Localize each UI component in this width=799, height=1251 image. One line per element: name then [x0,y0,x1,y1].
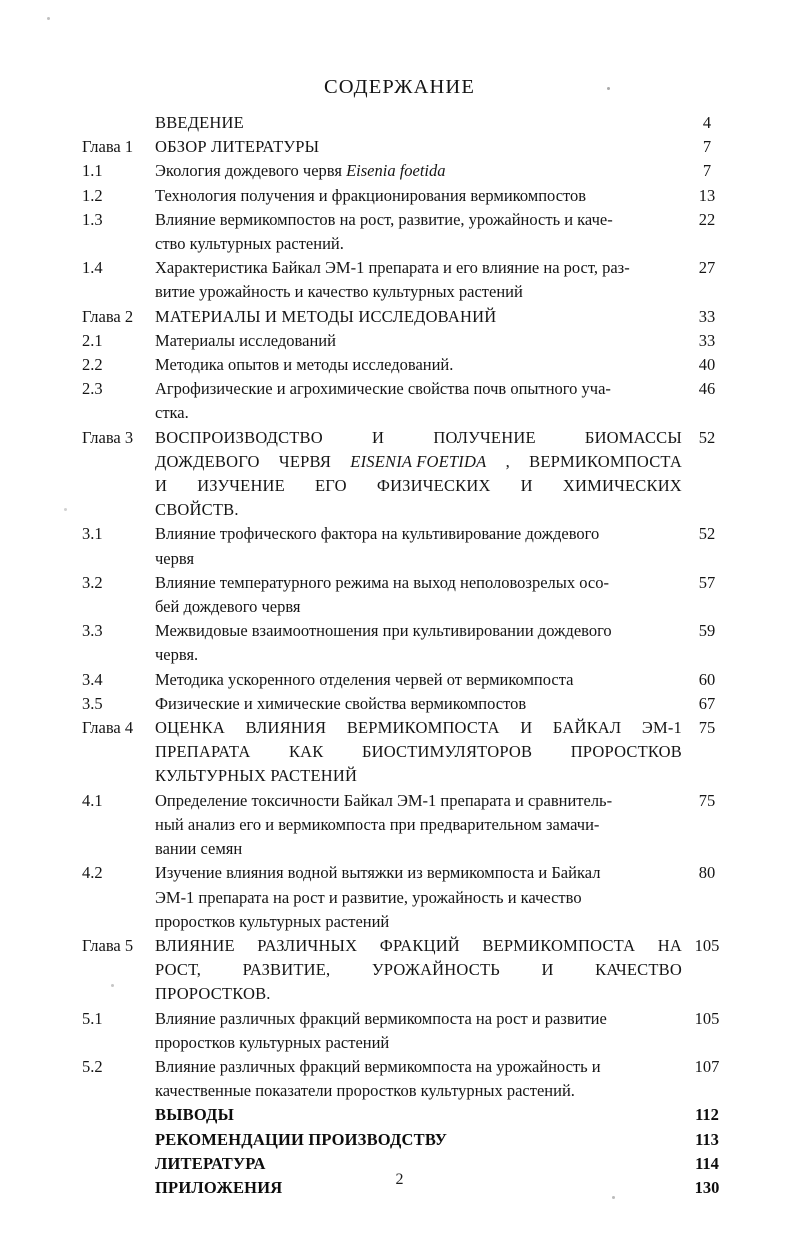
toc-entry-page-number: 67 [698,693,716,713]
toc-entry-title [155,571,682,619]
toc-entry-page-number: 7 [702,161,712,181]
toc-line-word: УРОЖАЙНОСТЬ [371,960,500,980]
page-title: СОДЕРЖАНИЕ [324,76,475,98]
toc-entry-line: Методика опытов и методы исследований. [155,355,454,375]
toc-entry-title [155,1055,682,1103]
toc-line-word: И [520,476,533,496]
toc-row[interactable] [0,668,799,692]
toc-line-word: ВЕРМИКОМПОСТА [529,451,682,471]
toc-entry-line: РЕКОМЕНДАЦИИ ПРОИЗВОДСТВУ [155,1129,448,1149]
toc-entry-title [155,159,682,183]
toc-row[interactable] [0,159,799,183]
toc-entry-page-number: 46 [698,379,716,399]
toc-entry-title [155,861,682,934]
toc-line-word: КАК [288,742,324,762]
toc-entry-page-number: 105 [694,1008,720,1028]
toc-line-word: И [520,718,533,738]
toc-line-species-name: Eisenia foetida [346,161,446,181]
toc-entry-label: 5.1 [82,1008,103,1028]
toc-entry-page-number: 80 [698,863,716,883]
toc-entry-page-number: 7 [702,137,712,157]
toc-entry-line: МАТЕРИАЛЫ И МЕТОДЫ ИССЛЕДОВАНИЙ [155,306,497,326]
toc-entry-label: 3.3 [82,621,103,641]
toc-entry-line: ДОЖДЕВОГО ЧЕРВЯ EISENIA FOETIDA , ВЕРМИКОМПОСТА [155,450,682,474]
toc-line-word: ВЕРМИКОМПОСТА [482,935,636,955]
toc-entry-label: 1.4 [82,258,103,278]
toc-entry-line: СВОЙСТВ. [155,500,239,520]
toc-row[interactable] [0,619,799,667]
toc-entry-title [155,934,682,1007]
toc-row[interactable] [0,1055,799,1103]
toc-entry-page-number: 27 [698,258,716,278]
toc-row[interactable] [0,1103,799,1127]
toc-entry-title [155,426,682,523]
toc-line-word: БИОМАССЫ [584,427,682,447]
toc-line-word: ДОЖДЕВОГО [155,451,260,471]
toc-entry-line: Физические и химические свойства вермикомпостов [155,693,527,713]
toc-entry-line: стка. [155,403,189,423]
toc-entry-label: Глава 4 [82,718,134,738]
toc-entry-line [155,934,682,958]
toc-line-word: ПРОРОСТКОВ [570,742,682,762]
toc-entry-line: ВЫВОДЫ [155,1105,234,1125]
toc-entry-label: 2.2 [82,355,103,375]
toc-entry-page-number: 13 [698,185,716,205]
toc-entry-title [155,1007,682,1055]
toc-entry-line: проростков культурных растений [155,911,390,931]
toc-line-word: И [155,476,168,496]
toc-entry-label: Глава 1 [82,137,134,157]
toc-entry-label: 3.5 [82,693,103,713]
toc-entry-page-number: 52 [698,427,716,447]
toc-entry-label: 3.1 [82,524,103,544]
toc-entry-title [155,305,682,329]
toc-entry-page-number: 59 [698,621,716,641]
toc-entry-page-number: 114 [695,1153,719,1173]
toc-entry-line: бей дождевого червя [155,597,301,617]
toc-row[interactable] [0,135,799,159]
toc-line-word: БИОСТИМУЛЯТОРОВ [361,742,533,762]
toc-row[interactable] [0,571,799,619]
toc-entry-title [155,789,682,862]
toc-line-word: ФРАКЦИЙ [379,935,460,955]
toc-line-word: ПОЛУЧЕНИЕ [433,427,536,447]
toc-row[interactable] [0,111,799,135]
toc-row[interactable] [0,208,799,256]
toc-row[interactable] [0,305,799,329]
toc-entry-label: Глава 2 [82,306,134,326]
toc-row[interactable] [0,934,799,1007]
toc-entry-title [155,135,682,159]
toc-entry-line: Методика ускоренного отделения червей от вермикомпоста [155,669,574,689]
toc-entry-line: Материалы исследований [155,330,336,350]
toc-entry-label: 4.1 [82,790,103,810]
toc-entry-line: КУЛЬТУРНЫХ РАСТЕНИЙ [155,766,358,786]
toc-entry-line [155,740,682,764]
toc-entry-page-number: 40 [698,355,716,375]
toc-entry-line: червя [155,548,195,568]
toc-entry-line: ЭМ-1 препарата на рост и развитие, урожайность и качество [155,887,582,907]
toc-entry-page-number: 4 [702,113,712,132]
toc-entry-page-number: 113 [695,1129,719,1149]
toc-entry-page-number: 22 [698,209,716,229]
toc-row[interactable] [0,1007,799,1055]
toc-entry-line: Влияние различных фракций вермикомпоста на урожайность и [155,1056,601,1076]
toc-entry-title [155,619,682,667]
toc-entry-page-number: 33 [698,306,716,326]
toc-entry-label: 3.4 [82,669,103,689]
toc-entry-line: Характеристика Байкал ЭМ-1 препарата и его влияние на рост, раз- [155,258,630,278]
toc-entry-title [155,329,682,353]
toc-entry-label: 4.2 [82,863,103,883]
toc-entry-title [155,692,682,716]
toc-entry-line: качественные показатели проростков культурных растений. [155,1081,575,1101]
toc-entry-page-number: 75 [698,718,716,738]
toc-row[interactable] [0,789,799,862]
toc-entry-title [155,256,682,304]
toc-entry-page-number: 60 [698,669,716,689]
toc-line-word: ЕГО [315,476,347,496]
toc-entry-line: Межвидовые взаимоотношения при культивировании дождевого [155,621,612,641]
toc-entry-line: ПРИЛОЖЕНИЯ [155,1177,283,1197]
toc-entry-title [155,1128,682,1152]
toc-entry-line: Технология получения и фракционирования вермикомпостов [155,185,587,205]
toc-entry-page-number: 52 [698,524,716,544]
toc-line-word: ПРЕПАРАТА [155,742,251,762]
toc-entry-line [155,958,682,982]
toc-entry-line: Влияние вермикомпостов на рост, развитие, урожайность и каче- [155,209,613,229]
toc-entry-page-number: 57 [698,572,716,592]
toc-row[interactable] [0,256,799,304]
toc-line-word: ВОСПРОИЗВОДСТВО [155,427,323,447]
toc-entry-line: Агрофизические и агрохимические свойства почв опытного уча- [155,379,611,399]
toc-line-word: ФИЗИЧЕСКИХ [376,476,491,496]
toc-line-word: И [372,427,385,447]
toc-entry-title [155,111,682,135]
toc-row[interactable] [0,329,799,353]
toc-line-word: ЧЕРВЯ [278,451,332,471]
toc-entry-title [155,208,682,256]
toc-entry-line: вании семян [155,839,243,859]
toc-line-word: РАЗВИТИЕ, [242,960,331,980]
toc-entry-line: Определение токсичности Байкал ЭМ-1 препарата и сравнитель- [155,790,613,810]
toc-entry-line: Изучение влияния водной вытяжки из вермикомпоста и Байкал [155,863,601,883]
toc-entry-title [155,522,682,570]
toc-entry-line [155,474,682,498]
toc-entry-label: 3.2 [82,572,103,592]
toc-entry-line: Влияние различных фракций вермикомпоста на рост и развитие [155,1008,607,1028]
toc-entry-label: Глава 5 [82,935,134,955]
toc-line-word: ВЛИЯНИЕ [155,935,235,955]
toc-entry-title [155,353,682,377]
table-of-contents [0,111,799,1200]
toc-entry-line: Влияние температурного режима на выход неполовозрелых осо- [155,572,609,592]
toc-entry-page-number: 33 [698,330,716,350]
toc-entry-line: ВВЕДЕНИЕ [155,113,244,132]
toc-entry-title [155,184,682,208]
toc-line-word: РАЗЛИЧНЫХ [257,935,358,955]
toc-entry-page-number: 75 [698,790,716,810]
toc-line-word: РОСТ, [155,960,202,980]
toc-line-word: И [541,960,554,980]
toc-entry-title [155,716,682,789]
toc-line-word: КАЧЕСТВО [595,960,682,980]
toc-entry-line: Влияние трофического фактора на культивирование дождевого [155,524,600,544]
toc-entry-page-number: 130 [694,1177,720,1197]
toc-entry-line: ЛИТЕРАТУРА [155,1153,266,1173]
toc-entry-title [155,668,682,692]
toc-entry-line [155,716,682,740]
toc-entry-line: ный анализ его и вермикомпоста при предварительном замачи- [155,814,600,834]
toc-entry-line: витие урожайность и качество культурных растений [155,282,523,302]
toc-line-word: НА [657,935,682,955]
toc-row[interactable] [0,353,799,377]
toc-entry-label: 2.3 [82,379,103,399]
toc-entry-line: Экология дождевого червя Eisenia foetida [155,161,446,181]
toc-entry-label: 1.2 [82,185,103,205]
scan-speck [47,17,50,20]
toc-line-word: ОЦЕНКА [155,718,225,738]
page-folio-number: 2 [395,1171,404,1188]
toc-entry-label: 5.2 [82,1056,103,1076]
toc-row[interactable] [0,426,799,523]
toc-entry-title [155,377,682,425]
toc-line-word: ВЕРМИКОМПОСТА [346,718,500,738]
toc-entry-line: проростков культурных растений [155,1032,390,1052]
toc-line-word: ВЛИЯНИЯ [245,718,327,738]
toc-row[interactable] [0,377,799,425]
toc-entry-line: ство культурных растений. [155,234,344,254]
toc-entry-label: 1.3 [82,209,103,229]
toc-entry-page-number: 112 [695,1105,719,1125]
toc-line-word: ЭМ-1 [641,718,682,738]
toc-row[interactable] [0,184,799,208]
toc-entry-label: 2.1 [82,330,103,350]
toc-entry-page-number: 105 [694,935,720,955]
toc-entry-title [155,1103,682,1127]
toc-line-word: БАЙКАЛ [552,718,622,738]
toc-entry-line: ОБЗОР ЛИТЕРАТУРЫ [155,137,320,157]
toc-entry-label: Глава 3 [82,427,134,447]
toc-entry-page-number: 107 [694,1056,720,1076]
toc-row[interactable] [0,716,799,789]
toc-line-word: ХИМИЧЕСКИХ [562,476,682,496]
toc-line-word: ИЗУЧЕНИЕ [197,476,285,496]
toc-row[interactable] [0,861,799,934]
toc-entry-label: 1.1 [82,161,103,181]
toc-row[interactable] [0,522,799,570]
toc-row[interactable] [0,692,799,716]
toc-entry-line: червя. [155,645,199,665]
toc-row[interactable] [0,1128,799,1152]
toc-entry-line [155,426,682,450]
toc-entry-line: ПРОРОСТКОВ. [155,984,271,1004]
toc-line-species-name: EISENIA FOETIDA [350,451,487,471]
